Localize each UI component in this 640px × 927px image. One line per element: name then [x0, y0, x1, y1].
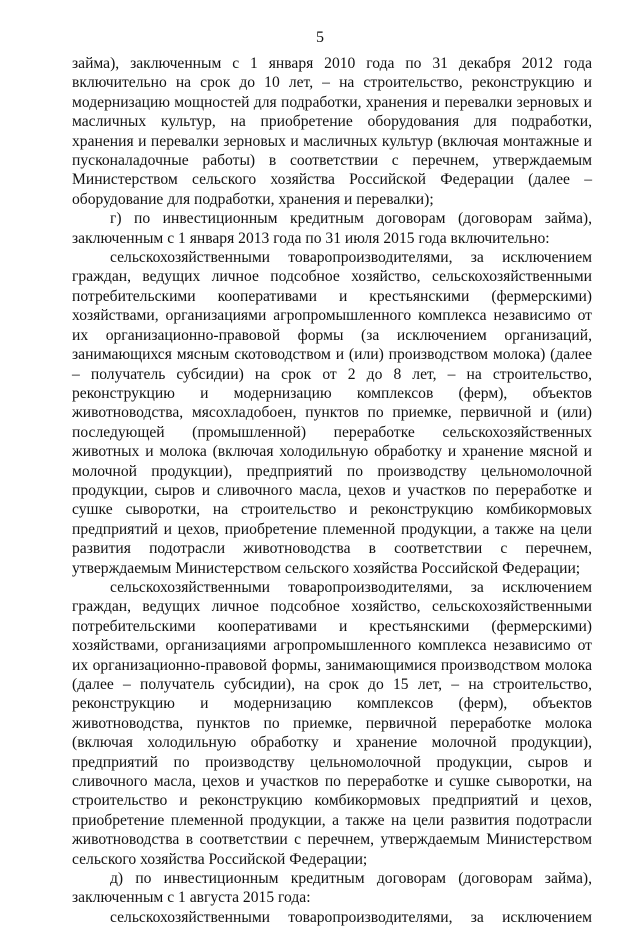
paragraph-recipients-meat: сельскохозяйственными товаропроизводителями, за исключением граждан, ведущих личное подсобное хозяйство, сельскохозяйственными потребительскими кооперативами и крестьянскими (фермерскими) хозяйствами, организациями агропромышленного комплекса независимо от их организационно-правовой формы (за исключением организаций, занимающихся мясным скотоводством и (или) производством молока) (далее – получатель субсидии) на срок от 2 до 8 лет, – на строительство, реконструкцию и модернизацию комплексов (ферм), объектов животноводства, мясохладобоен, пунктов по приемке, первичной и (или) последующей (промышленной) переработке сельскохозяйственных животных и молока (включая холодильную обработку и хранение мясной и молочной продукции), предприятий по производству цельномолочной продукции, сыров и сливочного масла, цехов и участков по переработке и сушке сыворотки, на строительство и реконструкцию комбикормовых предприятий и цехов, приобретение племенной продукции, а также на цели развития подотрасли животноводства в соответствии с перечнем, утверждаемым Министерством сельского хозяйства Российской Федерации;: [72, 249, 592, 577]
paragraph-recipients-continued: сельскохозяйственными товаропроизводителями, за исключением: [110, 908, 592, 926]
page-number: 5: [316, 29, 324, 46]
paragraph-item-g: г) по инвестиционным кредитным договорам (договорам займа), заключенным с 1 января 2013 года по 31 июля 2015 года включительно:: [72, 210, 592, 247]
paragraph-continuation: займа), заключенным с 1 января 2010 года по 31 декабря 2012 года включительно на срок до 10 лет, – на строительство, реконструкцию и модернизацию мощностей для подработки, хранения и перевалки зерновых и масличных культур, на приобретение оборудования для подработки, хранения и перевалки зерновых и масличных культур (включая монтажные и пусконаладочные работы) в соответствии с перечнем, утверждаемым Министерством сельского хозяйства Российской Федерации (далее – оборудование для подработки, хранения и перевалки);: [72, 55, 592, 208]
document-body: [72, 54, 592, 927]
paragraph-recipients-milk: сельскохозяйственными товаропроизводителями, за исключением граждан, ведущих личное подсобное хозяйство, сельскохозяйственными потребительскими кооперативами и крестьянскими (фермерскими) хозяйствами, организациями агропромышленного комплекса независимо от их организационно-правовой формы, занимающимися производством молока (далее – получатель субсидии), на срок до 15 лет, – на строительство, реконструкцию и модернизацию комплексов (ферм), объектов животноводства, пунктов по приемке, первичной переработке молока (включая холодильную обработку и хранение молочной продукции), предприятий по производству цельномолочной продукции, сыров и сливочного масла, цехов и участков по переработке и сушке сыворотки, на строительство и реконструкцию комбикормовых предприятий и цехов, приобретение племенной продукции, а также на цели развития подотрасли животноводства в соответствии с перечнем, утверждаемым Министерством сельского хозяйства Российской Федерации;: [72, 578, 592, 868]
paragraph-item-d: д) по инвестиционным кредитным договорам (договорам займа), заключенным с 1 августа 2015 года:: [72, 870, 592, 907]
